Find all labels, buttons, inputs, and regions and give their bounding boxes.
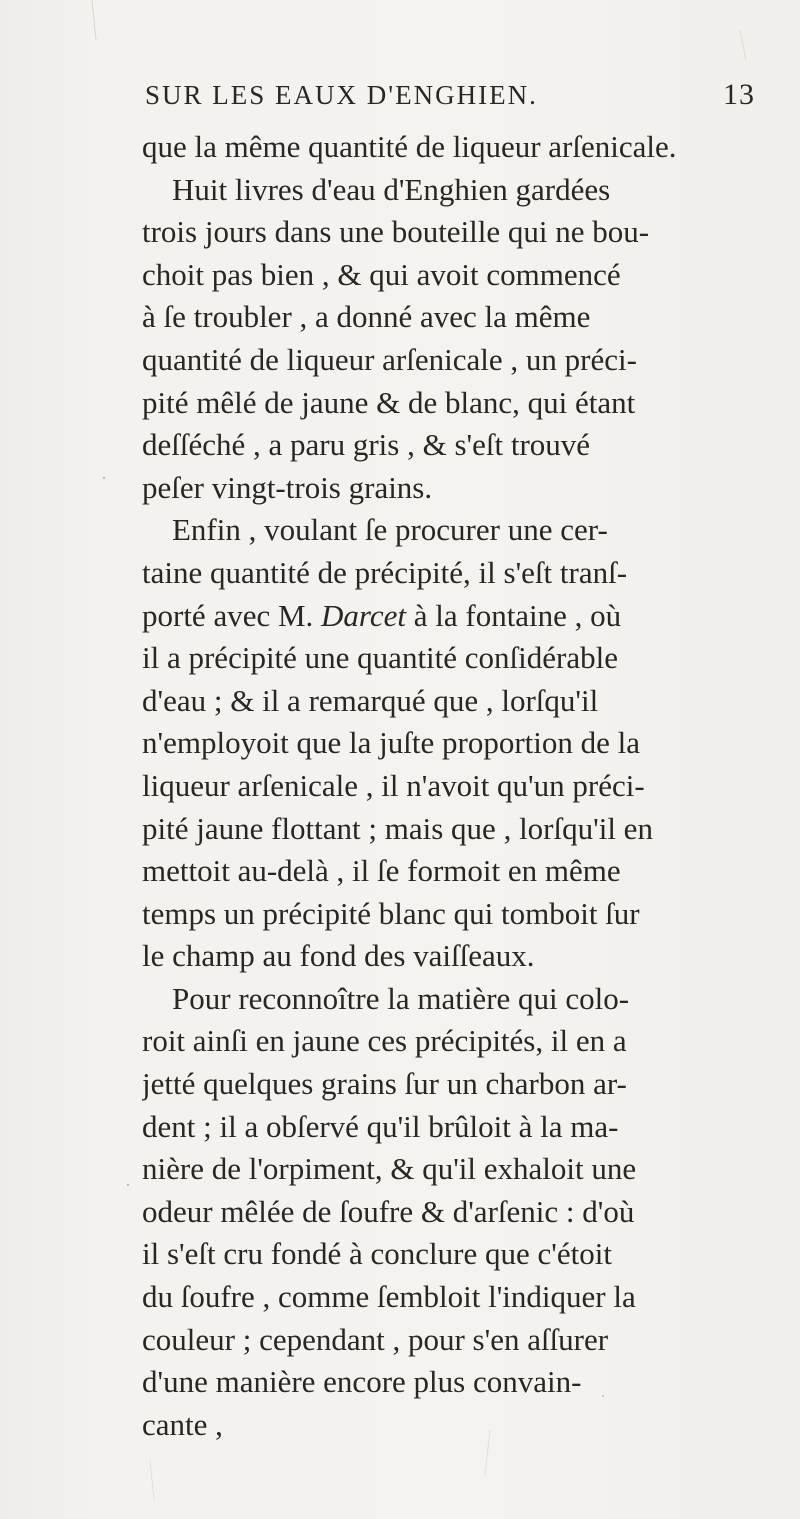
text-line: dent ; il a obſervé qu'il brûloit à la ma- [142, 1108, 619, 1144]
running-head [145, 78, 755, 120]
text-line: il a précipité une quantité conſidérable [142, 640, 618, 676]
text-line: mettoit au-delà , il ſe formoit en même [142, 853, 621, 889]
text-line: du ſoufre , comme ſembloit l'indiquer la [142, 1279, 636, 1315]
text-line: couleur ; cependant , pour s'en aſſurer [142, 1321, 609, 1357]
text-line: Huit livres d'eau d'Enghien gardées [172, 171, 611, 207]
text-line: le champ au fond des vaiſſeaux. [142, 938, 535, 974]
person-name: Darcet [321, 597, 406, 633]
text-line [142, 595, 762, 638]
page-number: 13 [723, 78, 755, 111]
text-line: roit ainſi en jaune ces précipités, il en a [142, 1023, 627, 1059]
text-segment: porté avec M. [142, 597, 322, 633]
text-line: jetté quelques grains ſur un charbon ar- [142, 1066, 627, 1102]
text-line: nière de l'orpiment, & qu'il exhaloit une [142, 1151, 637, 1187]
text-line: trois jours dans une bouteille qui ne bou- [142, 214, 650, 250]
text-line: il s'eſt cru fondé à conclure que c'étoit [142, 1236, 612, 1272]
running-head-title: SUR LES EAUX D'ENGHIEN. [145, 80, 538, 110]
text-line: peſer vingt-trois grains. [142, 469, 433, 505]
text-line: à ſe troubler , a donné avec la même [142, 299, 591, 335]
text-line: Enfin , voulant ſe procurer une cer- [172, 512, 608, 548]
text-line: d'une manière encore plus convain- [142, 1364, 582, 1400]
text-line: pité jaune flottant ; mais que , lorſqu'il en [142, 810, 653, 846]
text-line: pité mêlé de jaune & de blanc, qui étant [142, 384, 636, 420]
text-line: Pour reconnoître la matière qui colo- [172, 980, 630, 1016]
text-line: cante , [142, 1406, 223, 1442]
text-line: choit pas bien , & qui avoit commencé [142, 256, 621, 292]
text-line: n'employoit que la juſte proportion de la [142, 725, 641, 761]
body-text [142, 126, 762, 1446]
text-line: quantité de liqueur arſenicale , un préci- [142, 341, 637, 377]
text-line: temps un précipité blanc qui tomboit ſur [142, 895, 640, 931]
text-line: d'eau ; & il a remarqué que , lorſqu'il [142, 682, 599, 718]
text-segment: à la fontaine , où [405, 597, 622, 633]
text-line: que la même quantité de liqueur arſenicale. [142, 129, 677, 164]
text-line: odeur mêlée de ſoufre & d'arſenic : d'où [142, 1193, 635, 1229]
text-line: deſſéché , a paru gris , & s'eſt trouvé [142, 427, 591, 463]
text-line: taine quantité de précipité, il s'eſt tranſ- [142, 554, 628, 590]
text-line: liqueur arſenicale , il n'avoit qu'un préci- [142, 767, 645, 803]
